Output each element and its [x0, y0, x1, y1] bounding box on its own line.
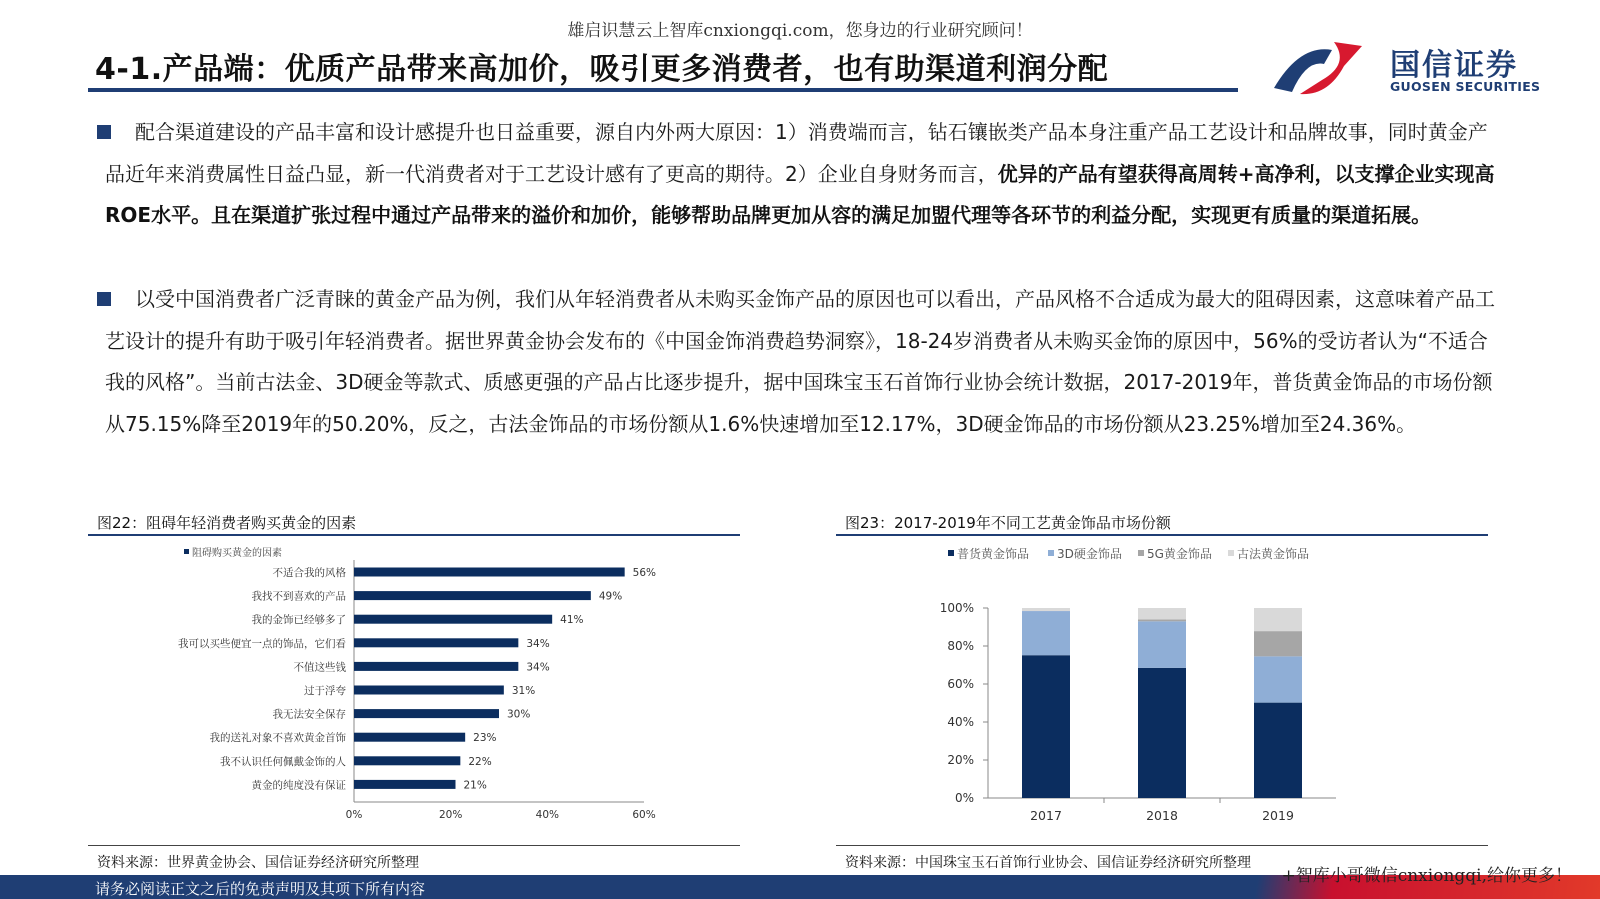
bar [354, 780, 456, 789]
title-underline [88, 88, 1238, 92]
legend-swatch [1048, 550, 1054, 556]
bar [354, 638, 518, 647]
category-label: 过于浮夸 [304, 685, 346, 697]
bar-value-label: 23% [473, 732, 497, 745]
bar [354, 733, 465, 742]
category-label: 我不认识任何佩戴金饰的人 [220, 755, 346, 768]
paragraph-1-text: 配合渠道建设的产品丰富和设计感提升也日益重要，源自内外两大原因：1）消费端而言，钻石镶嵌类产品本身注重产品工艺设计和品牌故事，同时黄金产品近年来消费属性日益凸显，新一代消费者对于工艺设计感有了更高的期待。2）企业自身财务而言， [105, 120, 1488, 186]
legend-label: 古法黄金饰品 [1237, 547, 1310, 561]
stacked-bar-segment [1138, 668, 1186, 798]
stacked-bar-segment [1254, 631, 1302, 656]
category-label: 我的送礼对象不喜欢黄金首饰 [209, 732, 346, 745]
page-title: 4-1.产品端：优质产品带来高加价，吸引更多消费者，也有助渠道利润分配 [95, 52, 1109, 87]
bar [354, 686, 504, 695]
bottom-watermark: +智库小哥微信cnxiongqi,给你更多！ [1281, 866, 1572, 886]
category-label: 我无法安全保存 [272, 708, 346, 721]
figure-23-title: 图23：2017-2019年不同工艺黄金饰品市场份额 [845, 514, 1171, 532]
bar [354, 709, 499, 718]
x-tick-label: 2019 [1262, 808, 1294, 823]
legend-swatch [948, 550, 954, 556]
bar [354, 591, 591, 600]
figure-23-bottom-rule [836, 845, 1488, 846]
category-label: 我可以买些便宜一点的饰品，它们看 [178, 637, 346, 650]
y-tick-label: 20% [947, 753, 974, 767]
category-label: 不值这些钱 [293, 661, 346, 674]
legend-swatch [1138, 550, 1144, 556]
legend-swatch [184, 549, 189, 554]
bar [354, 568, 625, 577]
bar-value-label: 34% [526, 661, 550, 674]
category-label: 我的金饰已经够多了 [251, 614, 346, 627]
y-tick-label: 0% [954, 791, 974, 805]
legend-label: 3D硬金饰品 [1057, 547, 1122, 561]
bar [354, 756, 460, 765]
bar [354, 615, 552, 624]
stacked-bar-segment [1254, 703, 1302, 798]
figure-23-rule [836, 534, 1488, 536]
legend-label: 阻碍购买黄金的因素 [192, 548, 282, 559]
logo-name-en: GUOSEN SECURITIES [1390, 79, 1541, 94]
bar-value-label: 49% [598, 590, 623, 603]
category-label: 黄金的纯度没有保证 [251, 779, 346, 792]
y-tick-label: 60% [947, 677, 974, 691]
figure-22-source: 资料来源：世界黄金协会、国信证券经济研究所整理 [97, 855, 419, 871]
bar-value-label: 56% [632, 567, 657, 579]
bar-value-label: 34% [526, 637, 550, 650]
figure-22-chart [88, 545, 740, 840]
x-tick-label: 20% [438, 809, 463, 821]
figure-22-rule [88, 534, 740, 536]
paragraph-2 [105, 279, 1500, 445]
x-tick-label: 0% [345, 809, 363, 821]
x-tick-label: 2017 [1030, 808, 1062, 823]
category-label: 不适合我的风格 [272, 567, 346, 579]
bar-value-label: 41% [560, 614, 584, 627]
stacked-bar-segment [1022, 608, 1070, 611]
bar-value-label: 22% [468, 755, 492, 768]
figure-23-source: 资料来源：中国珠宝玉石首饰行业协会、国信证券经济研究所整理 [845, 855, 1251, 871]
stacked-bar-segment [1138, 619, 1186, 621]
legend-label: 普货黄金饰品 [957, 547, 1030, 561]
y-tick-label: 40% [947, 715, 974, 729]
footer-disclaimer: 请务必阅读正文之后的免责声明及其项下所有内容 [95, 880, 426, 898]
bar [354, 662, 518, 671]
stacked-bar-segment [1022, 655, 1070, 798]
paragraph-2-text: 以受中国消费者广泛青睐的黄金产品为例，我们从年轻消费者从未购买金饰产品的原因也可以看出，产品风格不合适成为最大的阻碍因素，这意味着产品工艺设计的提升有助于吸引年轻消费者。据世界黄金协会发布的《中国金饰消费趋势洞察》，18-24岁消费者从未购买金饰的原因中，56%的受访者认为“不适合我的风格”。当前古法金、3D硬金等款式、质感更强的产品占比逐步提升，据中国珠宝玉石首饰行业协会统计数据，2017-2019年，普货黄金饰品的市场份额从75.15%降至2019年的50.20%，反之，古法金饰品的市场份额从1.6%快速增加至12.17%，3D硬金饰品的市场份额从23.25%增加至24.36%。 [105, 287, 1495, 436]
top-watermark: 雄启识慧云上智库cnxiongqi.com，您身边的行业研究顾问！ [567, 21, 1033, 41]
x-tick-label: 60% [632, 809, 656, 821]
stacked-bar-segment [1138, 621, 1186, 668]
x-tick-label: 2018 [1146, 808, 1178, 823]
x-tick-label: 40% [535, 809, 560, 821]
stacked-bar-segment [1254, 608, 1302, 631]
bullet-square [97, 125, 111, 139]
legend-label: 5G黄金饰品 [1147, 547, 1212, 561]
figure-22-bottom-rule [88, 845, 740, 846]
logo-mark-red [1300, 42, 1362, 94]
bullet-square [97, 292, 111, 306]
stacked-bar-segment [1254, 656, 1302, 702]
figure-22-title: 图22：阻碍年轻消费者购买黄金的因素 [97, 514, 357, 532]
legend-swatch [1228, 550, 1234, 556]
y-tick-label: 80% [947, 639, 974, 653]
y-tick-label: 100% [939, 601, 974, 615]
logo-name-cn: 国信证券 [1390, 48, 1518, 83]
stacked-bar-segment [1138, 608, 1186, 619]
figure-23-chart [836, 545, 1488, 840]
bar-value-label: 31% [511, 685, 536, 697]
paragraph-1-bold: 优异的产品有望获得高周转+高净利，以支撑企业实现高ROE水平。且在渠道扩张过程中通过产品带来的溢价和加价，能够帮助品牌更加从容的满足加盟代理等各环节的利益分配，实现更有质量的渠道拓展。 [105, 161, 1495, 227]
category-label: 我找不到喜欢的产品 [251, 590, 346, 603]
stacked-bar-segment [1022, 611, 1070, 655]
paragraph-1 [105, 112, 1500, 237]
bar-value-label: 30% [507, 708, 531, 721]
bar-value-label: 21% [463, 779, 487, 792]
